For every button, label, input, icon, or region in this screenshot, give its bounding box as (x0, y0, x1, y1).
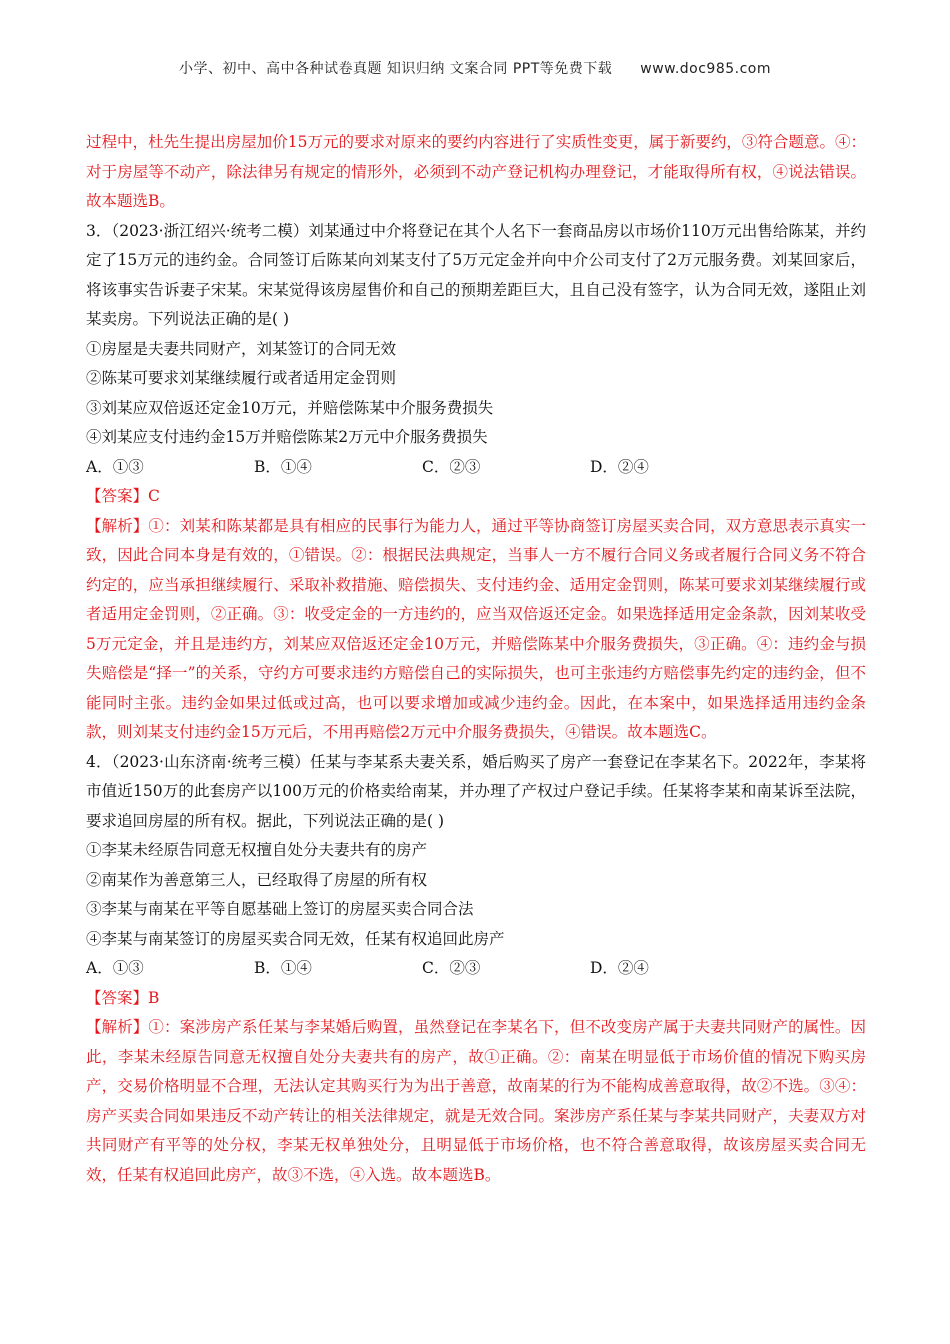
question-3-option-2: ②陈某可要求刘某继续履行或者适用定金罚则 (86, 369, 397, 387)
question-3 (86, 217, 866, 748)
question-4-option-2: ②南某作为善意第三人，已经取得了房屋的所有权 (86, 870, 428, 889)
question-4-choice-b: B．①④ (254, 959, 312, 977)
question-3-answer: 【答案】C (86, 487, 160, 505)
question-3-choice-a: A．①③ (86, 457, 144, 476)
question-3-choice-b: B．①④ (254, 457, 312, 476)
question-4-choice-d: D．②④ (590, 959, 649, 977)
question-4-answer: 【答案】B (86, 988, 160, 1007)
question-3-choice-c: C．②③ (422, 457, 481, 476)
question-3-explanation: 【解析】①：刘某和陈某都是具有相应的民事行为能力人，通过平等协商签订房屋买卖合同，双方意思表示真实一致，因此合同本身是有效的，①错误。②：根据民法典规定，当事人一方不履行合同义务或者履行合同义务不符合约定的，应当承担继续履行、采取补救措施、赔偿损失、支付违约金、适用定金罚则，陈某可要求刘某继续履行或者适用定金罚则，②正确。③：收受定金的一方违约的，应当双倍返还定金。如果选择适用定金条款，因刘某收受5万元定金，并且是违约方，刘某应双倍返还定金10万元，并赔偿陈某中介服务费损失，③正确。④：违约金与损失赔偿是“择一”的关系，守约方可要求违约方赔偿自己的实际损失，也可主张违约方赔偿事先约定的违约金，但不能同时主张。违约金如果过低或过高，也可以要求增加或减少违约金。因此，在本案中，如果选择适用违约金条款，则刘某支付违约金15万元后，不用再赔偿2万元中介服务费损失，④错误。故本题选C。 (86, 516, 866, 741)
header-text: 小学、初中、高中各种试卷真题 知识归纳 文案合同 PPT等免费下载 (178, 61, 613, 77)
question-4-stem: 4．（2023·山东济南·统考三模）任某与李某系夫妻关系，婚后购买了房产一套登记在李某名下。2022年，李某将市值近150万的此套房产以100万元的价格卖给南某，并办理了产权过户登记手续。任某将李某和南某诉至法院，要求追回房屋的所有权。据此，下列说法正确的是( ) (86, 752, 866, 830)
question-4-option-4: ④李某与南某签订的房屋买卖合同无效，任某有权追回此房产 (86, 929, 505, 948)
question-3-option-3: ③刘某应双倍返还定金10万元，并赔偿陈某中介服务费损失 (86, 398, 494, 417)
question-4 (86, 748, 866, 1191)
question-3-option-4: ④刘某应支付违约金15万并赔偿陈某2万元中介服务费损失 (86, 428, 488, 446)
question-3-stem: 3．（2023·浙江绍兴·统考二模）刘某通过中介将登记在其个人名下一套商品房以市场价110万元出售给陈某，并约定了15万元的违约金。合同签订后陈某向刘某支付了5万元定金并向中介公司支付了2万元服务费。刘某回家后，将该事实告诉妻子宋某。宋某觉得该房屋售价和自己的预期差距巨大，且自己没有签字，认为合同无效，遂阻止刘某卖房。下列说法正确的是( ) (86, 221, 866, 328)
question-4-choices (86, 954, 866, 984)
question-4-option-3: ③李某与南某在平等自愿基础上签订的房屋买卖合同合法 (86, 900, 474, 918)
question-4-option-1: ①李某未经原告同意无权擅自处分夫妻共有的房产 (86, 841, 428, 859)
question-3-option-1: ①房屋是夫妻共同财产，刘某签订的合同无效 (86, 339, 397, 358)
header-url[interactable]: www.doc985.com (640, 61, 772, 77)
page-header (0, 58, 950, 78)
previous-explanation: 过程中，杜先生提出房屋加价15万元的要求对原来的要约内容进行了实质性变更，属于新要约，③符合题意。④：对于房屋等不动产，除法律另有规定的情形外，必须到不动产登记机构办理登记，才能取得所有权，④说法错误。故本题选B。 (86, 133, 866, 210)
question-4-explanation: 【解析】①：案涉房产系任某与李某婚后购置，虽然登记在李某名下，但不改变房产属于夫妻共同财产的属性。因此，李某未经原告同意无权擅自处分夫妻共有的房产，故①正确。②：南某在明显低于市场价值的情况下购买房产，交易价格明显不合理，无法认定其购买行为为出于善意，故南某的行为不能构成善意取得，故②不选。③④：房产买卖合同如果违反不动产转让的相关法律规定，就是无效合同。案涉房产系任某与李某共同财产，夫妻双方对共同财产有平等的处分权，李某无权单独处分，且明显低于市场价格，也不符合善意取得，故该房屋买卖合同无效，任某有权追回此房产，故③不选，④入选。故本题选B。 (86, 1018, 866, 1184)
question-4-choice-a: A．①③ (86, 959, 144, 977)
question-4-choice-c: C．②③ (422, 959, 481, 977)
question-3-choice-d: D．②④ (590, 457, 649, 476)
document-body (86, 128, 866, 1190)
question-3-choices (86, 453, 866, 483)
